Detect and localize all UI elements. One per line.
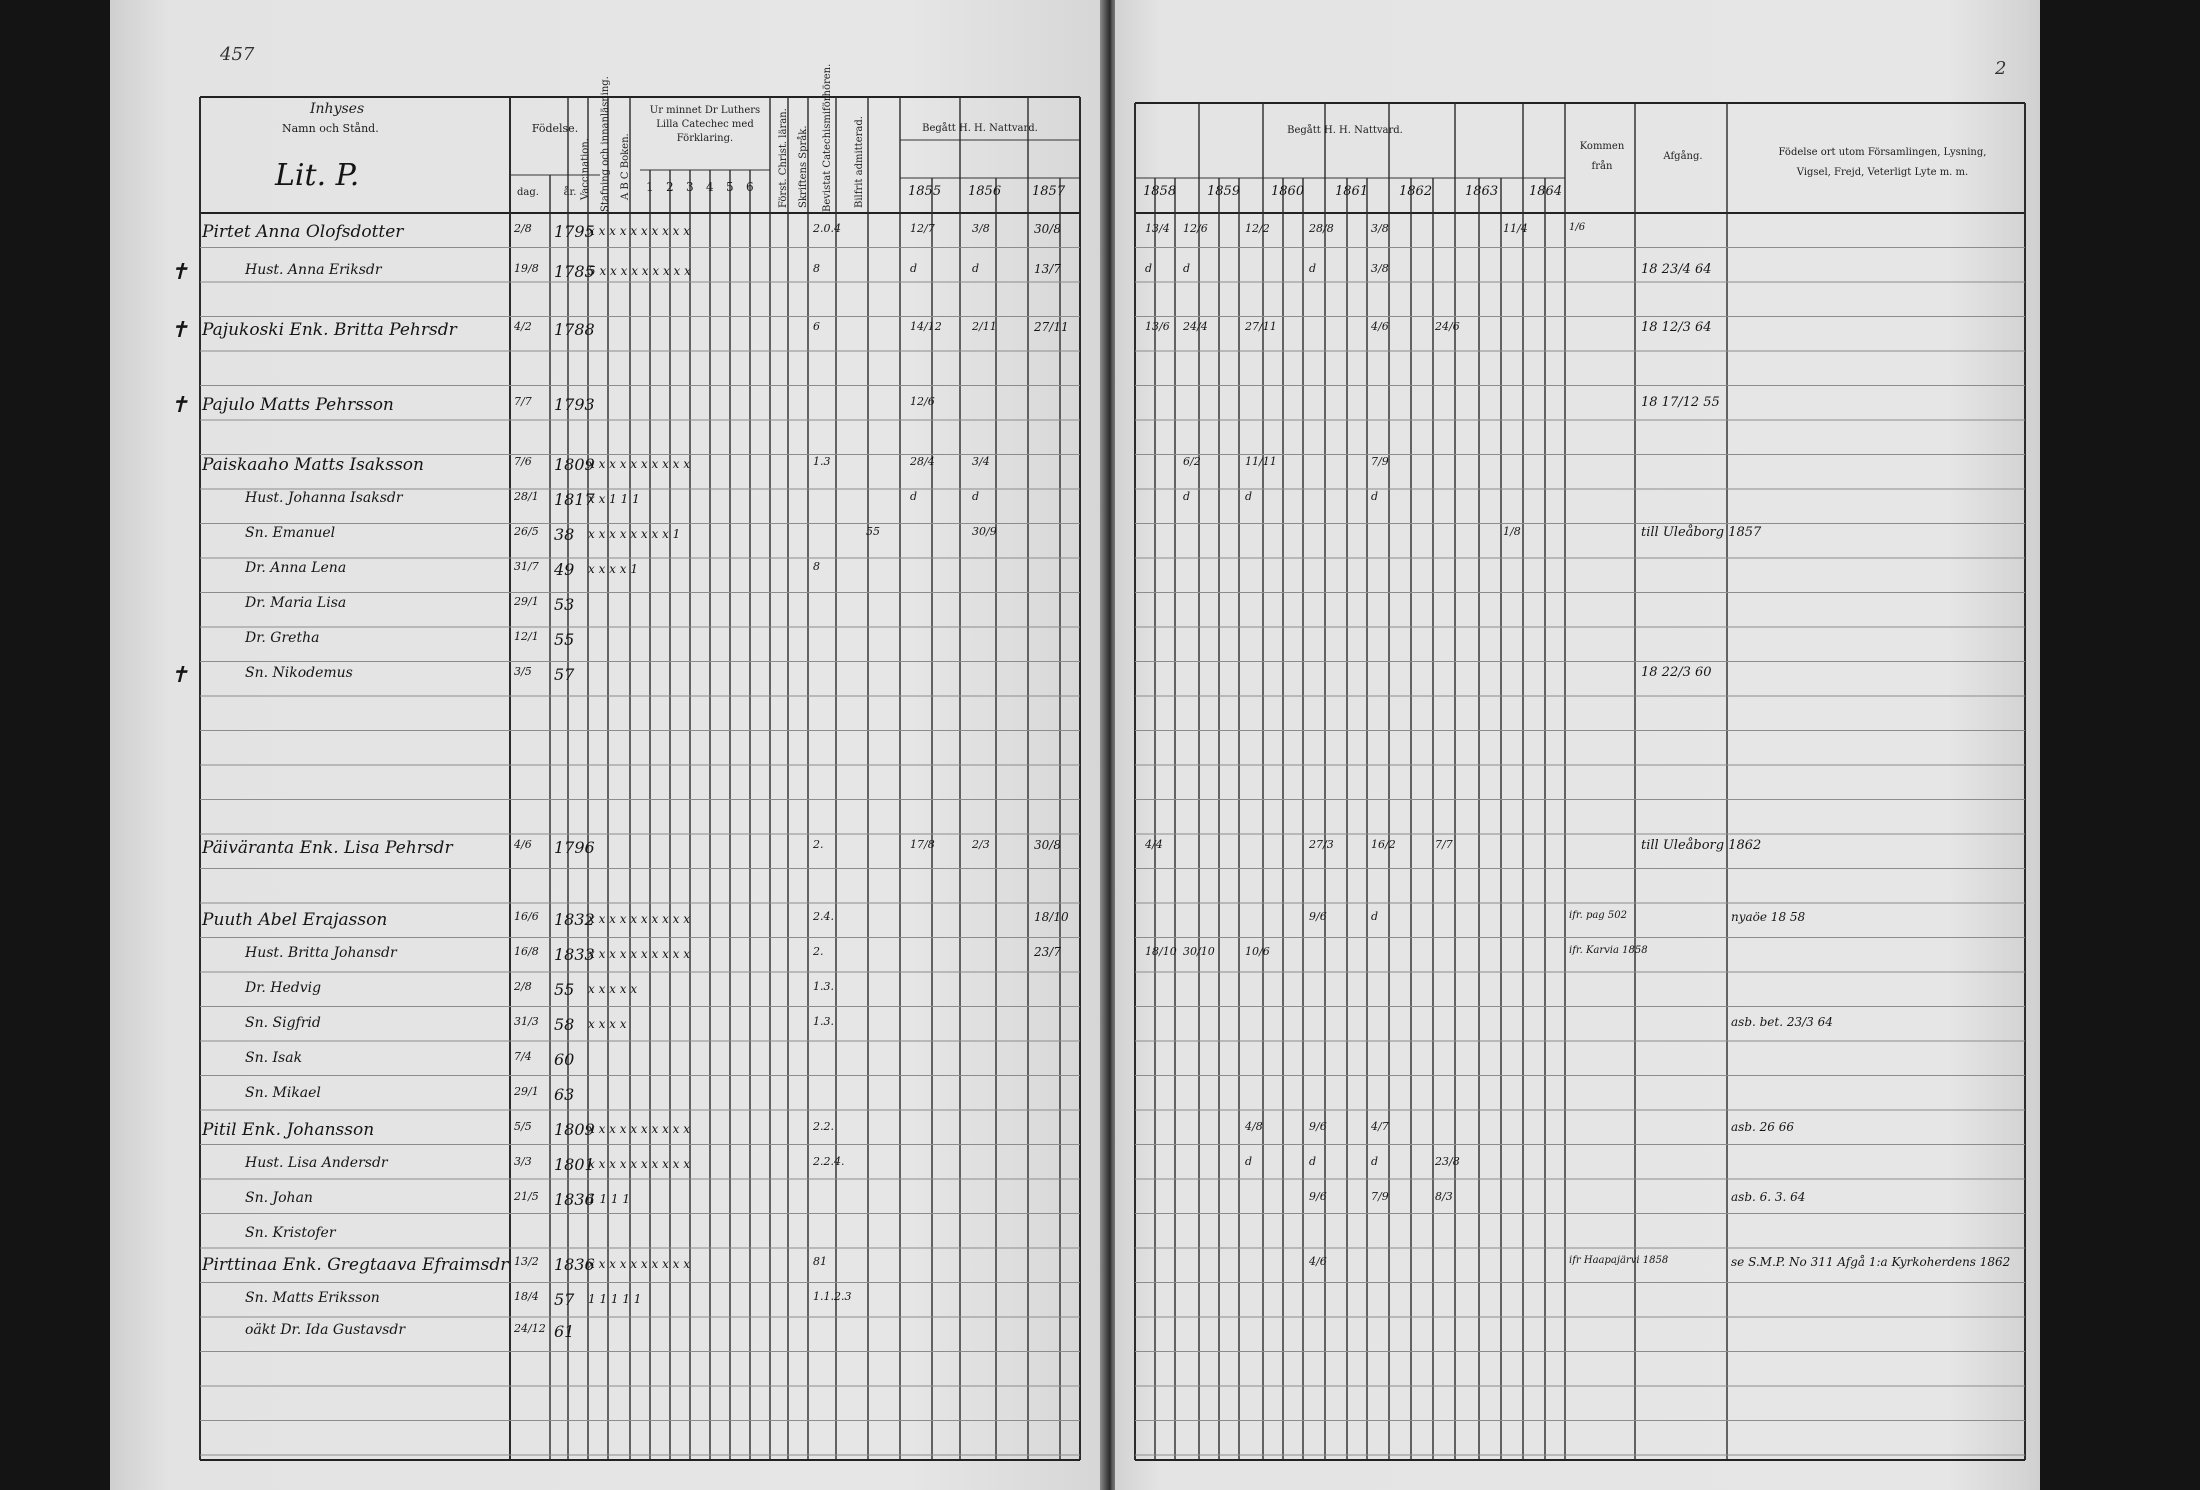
row-name: Pirttinaa Enk. Gregtaava Efraimsdr <box>202 1255 509 1275</box>
row-birth-day: 21/5 <box>514 1190 539 1203</box>
row-kommen: ifr Haapajärvi 1858 <box>1569 1255 1669 1266</box>
row-nattvard-1860: 12/2 <box>1245 222 1270 235</box>
row-name: Sn. Emanuel <box>245 525 336 541</box>
row-nattvard-1858: 18/10 <box>1145 945 1177 958</box>
row-name: Sn. Isak <box>245 1050 303 1066</box>
row-birth-year: 1785 <box>554 262 595 281</box>
header-kommen-l1: Kommen <box>1579 141 1625 152</box>
row-notes: asb. 6. 3. 64 <box>1731 1190 1806 1204</box>
row-name: Dr. Hedvig <box>245 980 322 996</box>
header-year-left: 1857 <box>1032 184 1066 199</box>
row-nattvard-1862: 3/8 <box>1371 222 1389 235</box>
header-year-right: 1861 <box>1335 184 1369 199</box>
row-birth-day: 18/4 <box>514 1290 539 1303</box>
row-birth-year: 38 <box>554 525 575 544</box>
row-nattvard-1855: 14/12 <box>910 320 942 333</box>
row-birth-year: 1809 <box>554 1120 595 1139</box>
row-name: Dr. Gretha <box>245 630 320 646</box>
row-birth-day: 4/2 <box>514 320 532 333</box>
row-birth-year: 63 <box>554 1085 575 1104</box>
row-afgang: 18 12/3 64 <box>1641 320 1712 335</box>
row-birth-year: 1788 <box>554 320 595 339</box>
header-year-left: 1856 <box>968 184 1002 199</box>
row-birth-year: 1801 <box>554 1155 595 1174</box>
row-nattvard-1861: 4/6 <box>1309 1255 1327 1268</box>
header-forst-christ: Först. Christ. läran. <box>778 108 789 208</box>
row-reading-marks: x x x x 1 <box>588 562 638 576</box>
row-forhor: 8 <box>813 560 820 573</box>
row-reading-marks: x x x x x x x x 1 <box>588 527 681 541</box>
header-village: Lit. P. <box>275 158 360 193</box>
row-nattvard-1857: 23/7 <box>1034 945 1061 959</box>
row-nattvard-1857: 18/10 <box>1034 910 1069 924</box>
row-forhor: 2. <box>813 838 824 851</box>
header-begatt-right: Begått H. H. Nattvard. <box>1287 125 1403 136</box>
row-birth-year: 1836 <box>554 1190 595 1209</box>
header-year-right: 1858 <box>1143 184 1177 199</box>
row-nattvard-1861: d <box>1309 262 1317 275</box>
row-nattvard-1856: 3/4 <box>972 455 990 468</box>
row-birth-day: 7/7 <box>514 395 532 408</box>
row-birth-year: 57 <box>554 1290 575 1309</box>
row-nattvard-1858: 13/6 <box>1145 320 1170 333</box>
header-catechism-l3: Förklaring. <box>676 133 734 144</box>
row-nattvard-1862: 16/2 <box>1371 838 1396 851</box>
row-birth-day: 19/8 <box>514 262 539 275</box>
row-birth-day: 31/7 <box>514 560 539 573</box>
row-nattvard-1858: d <box>1145 262 1153 275</box>
row-reading-marks: x x x x <box>588 1017 627 1031</box>
row-name: Päiväranta Enk. Lisa Pehrsdr <box>202 838 453 858</box>
row-birth-year: 57 <box>554 665 575 684</box>
row-forhor: 2.2. <box>813 1120 834 1133</box>
row-nattvard-1859: d <box>1183 262 1191 275</box>
row-name: Sn. Johan <box>245 1190 313 1206</box>
row-birth-year: 1832 <box>554 910 595 929</box>
row-nattvard-1856: 30/9 <box>972 525 997 538</box>
row-name: Sn. Matts Eriksson <box>245 1290 380 1306</box>
row-kommen: 1/6 <box>1569 222 1586 233</box>
row-birth-day: 12/1 <box>514 630 539 643</box>
row-nattvard-1862: 4/6 <box>1371 320 1389 333</box>
row-nattvard-1857: 30/8 <box>1034 838 1061 852</box>
row-birth-year: 49 <box>554 560 575 579</box>
row-kommen: ifr. pag 502 <box>1569 910 1627 921</box>
row-birth-day: 3/3 <box>514 1155 532 1168</box>
row-forhor: 1.1.2.3 <box>813 1290 852 1303</box>
row-birth-day: 24/12 <box>514 1322 546 1335</box>
header-year-right: 1860 <box>1271 184 1305 199</box>
row-nattvard-1857: 30/8 <box>1034 222 1061 236</box>
row-nattvard-1860: d <box>1245 490 1253 503</box>
row-nattvard-1856: 2/11 <box>972 320 997 333</box>
row-nattvard-1861: 28/8 <box>1309 222 1334 235</box>
row-birth-year: 58 <box>554 1015 575 1034</box>
row-notes: asb. 26 66 <box>1731 1120 1794 1134</box>
row-birth-year: 61 <box>554 1322 575 1341</box>
row-reading-marks: x x x x x x x x x x <box>588 912 691 926</box>
row-nattvard-1862: d <box>1371 1155 1379 1168</box>
row-kommen: ifr. Karvia 1858 <box>1569 945 1648 956</box>
row-reading-marks: x x x x x x x x x x <box>588 1157 691 1171</box>
row-nattvard-1857: 27/11 <box>1034 320 1069 334</box>
catechism-number: 1 <box>646 180 654 194</box>
row-reading-marks: x x x x x x x x x x <box>588 457 691 471</box>
row-birth-day: 16/6 <box>514 910 539 923</box>
row-forhor: 1.3 <box>813 455 831 468</box>
row-afgang: 18 23/4 64 <box>1641 262 1712 277</box>
row-forhor: 1.3. <box>813 1015 834 1028</box>
header-notes-l2: Vigsel, Frejd, Veterligt Lyte m. m. <box>1796 167 1969 178</box>
row-nattvard-1857: 13/7 <box>1034 262 1061 276</box>
row-birth-year: 1793 <box>554 395 595 414</box>
row-reading-marks: 1 1 1 1 <box>588 1192 630 1206</box>
row-reading-marks: x x x x x x x x x x <box>588 1122 691 1136</box>
row-afgang: 18 17/12 55 <box>1641 395 1720 410</box>
row-name: oäkt Dr. Ida Gustavsdr <box>245 1322 406 1338</box>
row-nattvard-1859: 30/10 <box>1183 945 1215 958</box>
row-nattvard-1861: 9/6 <box>1309 1120 1327 1133</box>
header-vaccination: Vaccination. <box>580 138 591 200</box>
row-nattvard-1856: d <box>972 262 980 275</box>
header-year-right: 1864 <box>1529 184 1563 199</box>
header-year-left: 1855 <box>908 184 942 199</box>
row-birth-year: 1795 <box>554 222 595 241</box>
row-nattvard-1864: 1/8 <box>1503 525 1521 538</box>
row-nattvard-1863: 24/6 <box>1435 320 1460 333</box>
row-birth-day: 2/8 <box>514 980 532 993</box>
header-year-right: 1863 <box>1465 184 1499 199</box>
row-nattvard-1855: 28/4 <box>910 455 935 468</box>
row-name: Hust. Anna Eriksdr <box>245 262 382 278</box>
row-forhor: 2.2.4. <box>813 1155 845 1168</box>
row-name: Pirtet Anna Olofsdotter <box>202 222 404 242</box>
row-birth-day: 26/5 <box>514 525 539 538</box>
row-nattvard-1863: 7/7 <box>1435 838 1453 851</box>
row-margin-mark: ✝ <box>170 318 189 343</box>
row-nattvard-1862: d <box>1371 490 1379 503</box>
header-kommen-l2: från <box>1591 161 1613 172</box>
row-name: Hust. Lisa Andersdr <box>245 1155 388 1171</box>
row-nattvard-1855: 12/6 <box>910 395 935 408</box>
row-bilfrit: 55 <box>866 525 880 538</box>
row-notes: se S.M.P. No 311 Afgå 1:a Kyrkoherdens 1862 <box>1731 1255 2011 1269</box>
right-page-number: 2 <box>1995 58 2007 79</box>
row-birth-year: 1796 <box>554 838 595 857</box>
header-catechism-l2: Lilla Catechec med <box>656 119 754 130</box>
row-name: Sn. Kristofer <box>245 1225 336 1241</box>
row-forhor: 6 <box>813 320 820 333</box>
row-reading-marks: x x x x x <box>588 982 638 996</box>
header-ar: år. <box>563 187 577 198</box>
row-margin-mark: ✝ <box>170 393 189 418</box>
row-forhor: 2.4. <box>813 910 834 923</box>
header-catechism-l1: Ur minnet Dr Luthers <box>649 105 761 116</box>
row-nattvard-1862: 7/9 <box>1371 455 1389 468</box>
header-stafning: Stafning och innanläsning. <box>600 76 611 212</box>
row-nattvard-1856: 2/3 <box>972 838 990 851</box>
row-birth-day: 2/8 <box>514 222 532 235</box>
row-notes: asb. bet. 23/3 64 <box>1731 1015 1833 1029</box>
row-margin-mark: ✝ <box>170 663 189 688</box>
header-afgang: Afgång. <box>1663 151 1703 162</box>
row-reading-marks: 1 1 1 1 1 <box>588 1292 642 1306</box>
row-birth-year: 1809 <box>554 455 595 474</box>
catechism-number: 4 <box>706 180 714 194</box>
row-nattvard-1862: 7/9 <box>1371 1190 1389 1203</box>
row-nattvard-1860: d <box>1245 1155 1253 1168</box>
row-nattvard-1859: 12/6 <box>1183 222 1208 235</box>
header-beviste: Bevistat Catechismiförhören. <box>822 63 833 212</box>
row-nattvard-1855: d <box>910 490 918 503</box>
row-name: Pajulo Matts Pehrsson <box>202 395 394 415</box>
row-birth-day: 28/1 <box>514 490 539 503</box>
row-birth-day: 29/1 <box>514 595 539 608</box>
header-title-line2: Namn och Stånd. <box>282 122 379 135</box>
row-nattvard-1855: 17/8 <box>910 838 935 851</box>
row-forhor: 8 <box>813 262 820 275</box>
row-nattvard-1862: 4/7 <box>1371 1120 1389 1133</box>
header-year-right: 1859 <box>1207 184 1241 199</box>
row-nattvard-1863: 8/3 <box>1435 1190 1453 1203</box>
row-nattvard-1861: 27/3 <box>1309 838 1334 851</box>
row-reading-marks: x x x x x x x x x x <box>588 224 691 238</box>
row-nattvard-1858: 4/4 <box>1145 838 1163 851</box>
row-reading-marks: 5 x x x x x x x x x <box>588 264 691 278</box>
header-bilfrit: Bilfrit admitterad. <box>854 116 865 208</box>
row-birth-year: 60 <box>554 1050 575 1069</box>
row-birth-day: 5/5 <box>514 1120 532 1133</box>
row-forhor: 1.3. <box>813 980 834 993</box>
row-birth-day: 3/5 <box>514 665 532 678</box>
row-nattvard-1855: 12/7 <box>910 222 935 235</box>
row-nattvard-1864: 11/4 <box>1503 222 1528 235</box>
header-dag: dag. <box>517 187 539 198</box>
header-title-line1: Inhyses <box>310 101 365 117</box>
row-birth-year: 1817 <box>554 490 595 509</box>
row-nattvard-1861: 9/6 <box>1309 1190 1327 1203</box>
row-name: Pitil Enk. Johansson <box>202 1120 375 1140</box>
row-nattvard-1856: d <box>972 490 980 503</box>
row-birth-year: 1836 <box>554 1255 595 1274</box>
row-reading-marks: x x x x x x x x x x <box>588 947 691 961</box>
row-afgang: 18 22/3 60 <box>1641 665 1712 680</box>
row-name: Pajukoski Enk. Britta Pehrsdr <box>202 320 457 340</box>
row-name: Paiskaaho Matts Isaksson <box>202 455 424 475</box>
row-nattvard-1861: d <box>1309 1155 1317 1168</box>
row-nattvard-1862: 3/8 <box>1371 262 1389 275</box>
catechism-number: 5 <box>726 180 734 194</box>
header-skriftens-sprak: Skriftens Språk. <box>798 125 809 208</box>
row-nattvard-1860: 4/8 <box>1245 1120 1263 1133</box>
row-nattvard-1858: 13/4 <box>1145 222 1170 235</box>
left-page <box>110 0 1105 1490</box>
catechism-number: 6 <box>746 180 754 194</box>
row-birth-year: 55 <box>554 630 575 649</box>
row-name: Hust. Johanna Isaksdr <box>245 490 403 506</box>
header-notes-l1: Födelse ort utom Församlingen, Lysning, <box>1778 147 1987 158</box>
row-nattvard-1861: 9/6 <box>1309 910 1327 923</box>
row-birth-day: 29/1 <box>514 1085 539 1098</box>
row-forhor: 2.0.4 <box>813 222 841 235</box>
row-forhor: 81 <box>813 1255 827 1268</box>
row-margin-mark: ✝ <box>170 260 189 285</box>
row-nattvard-1860: 10/6 <box>1245 945 1270 958</box>
catechism-number: 3 <box>686 180 694 194</box>
row-birth-day: 7/6 <box>514 455 532 468</box>
row-reading-marks: x x x x x x x x x x <box>588 1257 691 1271</box>
row-birth-day: 31/3 <box>514 1015 539 1028</box>
left-page-number: 457 <box>220 44 255 65</box>
row-nattvard-1863: 23/8 <box>1435 1155 1460 1168</box>
row-afgang: till Uleåborg 1862 <box>1641 838 1762 853</box>
row-nattvard-1860: 11/11 <box>1245 455 1277 468</box>
row-name: Puuth Abel Erajasson <box>202 910 388 930</box>
row-name: Sn. Mikael <box>245 1085 321 1101</box>
header-begatt-left: Begått H. H. Nattvard. <box>922 123 1038 134</box>
row-name: Dr. Anna Lena <box>245 560 347 576</box>
row-name: Dr. Maria Lisa <box>245 595 347 611</box>
row-nattvard-1856: 3/8 <box>972 222 990 235</box>
row-nattvard-1859: 24/4 <box>1183 320 1208 333</box>
row-birth-year: 55 <box>554 980 575 999</box>
row-birth-day: 13/2 <box>514 1255 539 1268</box>
row-birth-day: 7/4 <box>514 1050 532 1063</box>
row-birth-year: 53 <box>554 595 575 614</box>
row-nattvard-1855: d <box>910 262 918 275</box>
catechism-number: 2 <box>666 180 674 194</box>
row-birth-day: 16/8 <box>514 945 539 958</box>
header-abc: A B C Boken. <box>620 133 631 200</box>
row-forhor: 2. <box>813 945 824 958</box>
row-nattvard-1859: d <box>1183 490 1191 503</box>
right-page <box>1115 0 2040 1490</box>
row-birth-day: 4/6 <box>514 838 532 851</box>
row-name: Hust. Britta Johansdr <box>245 945 397 961</box>
header-year-right: 1862 <box>1399 184 1433 199</box>
row-birth-year: 1833 <box>554 945 595 964</box>
row-nattvard-1860: 27/11 <box>1245 320 1277 333</box>
row-nattvard-1859: 6/2 <box>1183 455 1201 468</box>
row-reading-marks: x x 1 1 1 <box>588 492 640 506</box>
row-name: Sn. Sigfrid <box>245 1015 321 1031</box>
header-fodelse: Födelse. <box>531 122 579 135</box>
row-afgang: till Uleåborg 1857 <box>1641 525 1762 540</box>
row-name: Sn. Nikodemus <box>245 665 353 681</box>
row-nattvard-1862: d <box>1371 910 1379 923</box>
row-notes: nyaöe 18 58 <box>1731 910 1806 924</box>
